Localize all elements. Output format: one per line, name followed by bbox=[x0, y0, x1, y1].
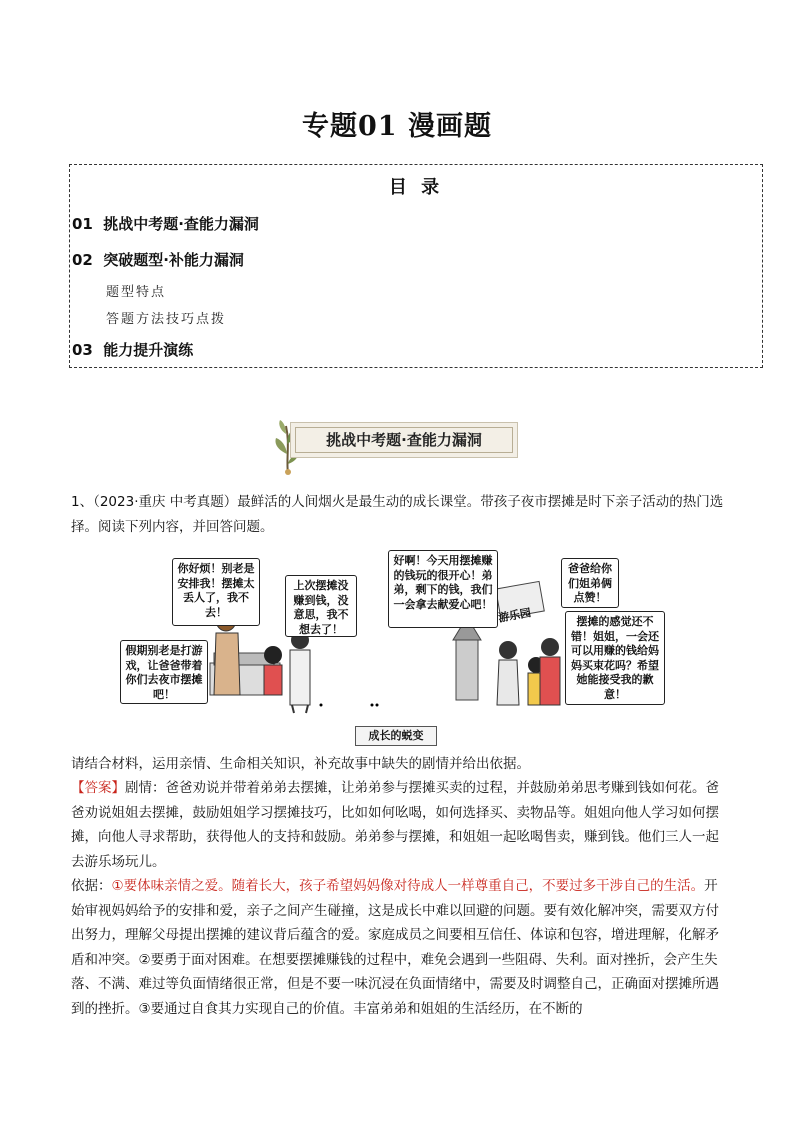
basis-label: 依据： bbox=[71, 878, 112, 894]
banner-box bbox=[290, 422, 518, 458]
toc-item-number: 01 bbox=[72, 215, 93, 233]
toc-item-number: 02 bbox=[72, 251, 93, 269]
toc-item[interactable] bbox=[72, 339, 193, 360]
speech-bubble: 爸爸给你们姐弟俩点赞！ bbox=[561, 558, 619, 608]
toc-subitem[interactable]: 题型特点 bbox=[106, 285, 167, 300]
comic-illustration bbox=[118, 545, 670, 720]
comic-caption: 成长的蜕变 bbox=[355, 726, 437, 746]
speech-bubble: 假期别老是打游戏，让爸爸带着你们去夜市摆摊吧！ bbox=[120, 640, 208, 704]
toc-heading: 目 录 bbox=[388, 177, 444, 198]
park-sign-label: 游乐园 bbox=[497, 606, 532, 625]
page-title: 专题01 漫画题 bbox=[302, 111, 492, 142]
speech-bubble: 好啊！今天用摆摊赚的钱玩的很开心！弟弟，剩下的钱，我们一会拿去献爱心吧！ bbox=[388, 550, 498, 628]
answer-block bbox=[71, 776, 726, 874]
basis-block bbox=[71, 874, 726, 1021]
toc-item[interactable] bbox=[72, 213, 259, 234]
banner-label: 挑战中考题·查能力漏洞 bbox=[326, 431, 482, 449]
answer-tag: 【答案】 bbox=[71, 780, 125, 796]
speech-bubble: 摆摊的感觉还不错！姐姐，一会还可以用赚的钱给妈妈买束花吗？希望她能接受我的歉意！ bbox=[565, 611, 665, 705]
section-banner bbox=[268, 414, 524, 476]
basis-highlight: ①要体味亲情之爱。随着长大，孩子希望妈妈像对待成人一样尊重自己，不要过多干涉自己的生活。 bbox=[111, 878, 705, 894]
question-text: 1、（2023·重庆 中考真题）最鲜活的人间烟火是最生动的成长课堂。带孩子夜市摆摊是时下亲子活动的热门选择。阅读下列内容，并回答问题。 bbox=[71, 494, 724, 535]
toc-item-label: 突破题型·补能力漏洞 bbox=[103, 251, 244, 269]
basis-text: 开始审视妈妈给予的安排和爱，亲子之间产生碰撞，这是成长中难以回避的问题。要有效化解冲突，需要双方付出努力，理解父母提出摆摊的建议背后蕴含的爱。家庭成员之间要相互信任、体谅和包容，增进理解，化解矛盾和冲突。②要勇于面对困难。在想要摆摊赚钱的过程中，难免会遇到一些阻碍、失利。面对挫折，会产生失落、不满、难过等负面情绪很正常，但是不要一味沉浸在负面情绪中，需要及时调整自己，正确面对摆摊所遇到的挫折。③要通过自食其力实现自己的价值。丰富弟弟和姐姐的生活经历，在不断的 bbox=[71, 878, 719, 1017]
toc-item-label: 挑战中考题·查能力漏洞 bbox=[103, 215, 259, 233]
toc-item[interactable] bbox=[72, 249, 244, 270]
toc-item-label: 能力提升演练 bbox=[103, 341, 194, 359]
answer-text: 剧情：爸爸劝说并带着弟弟去摆摊，让弟弟参与摆摊买卖的过程，并鼓励弟弟思考赚到钱如何花。爸爸劝说姐姐去摆摊，鼓励姐姐学习摆摊技巧，比如如何吆喝，如何选择买、卖物品等。姐姐向他人学习如何摆摊，向他人寻求帮助，获得他人的支持和鼓励。弟弟参与摆摊，和姐姐一起吆喝售卖，赚到钱。他们三人一起去游乐场玩儿。 bbox=[71, 780, 719, 870]
table-of-contents bbox=[69, 164, 763, 368]
speech-bubble: 上次摆摊没赚到钱，没意思，我不想去了！ bbox=[285, 575, 357, 637]
toc-item-number: 03 bbox=[72, 341, 93, 359]
instruction-text: 请结合材料，运用亲情、生命相关知识，补充故事中缺失的剧情并给出依据。 bbox=[71, 756, 530, 772]
speech-bubble: 你好烦！别老是安排我！摆摊太丢人了，我不去！ bbox=[172, 558, 260, 626]
toc-subitem[interactable]: 答题方法技巧点拨 bbox=[106, 312, 227, 327]
